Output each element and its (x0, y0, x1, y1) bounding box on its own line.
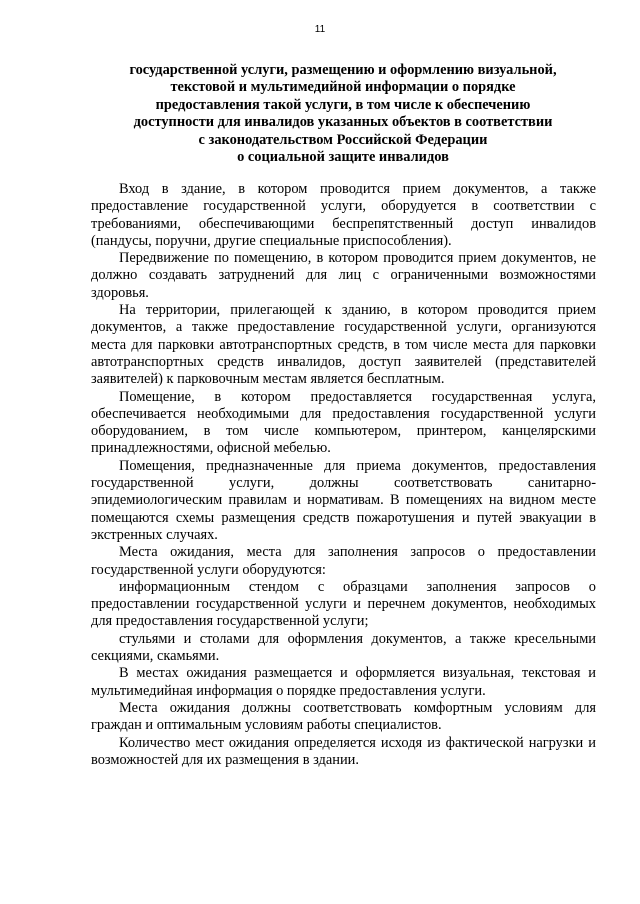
paragraph-visual-info: В местах ожидания размещается и оформляется визуальная, текстовая и мультимедийная информация о порядке предоставления услуги. (91, 665, 596, 699)
paragraph-parking: На территории, прилегающей к зданию, в котором проводится прием документов, а также предоставление государственной услуги, организуются места для парковки автотранспортных средств, в том числе места для парковки автотранспортных средств инвалидов, доступ заявителей (представителей заявителей) к парковочным местам является бесплатным. (91, 302, 596, 388)
paragraph-comfort: Места ожидания должны соответствовать комфортным условиям для граждан и оптимальным условиям работы специалистов. (91, 699, 596, 734)
paragraph-chairs-tables: стульями и столами для оформления документов, а также кресельными секциями, скамьями. (91, 630, 596, 665)
paragraph-building-entrance: Вход в здание, в котором проводится прием документов, а также предоставление государственной услуги, оборудуется в соответствии с требованиями, обеспечивающими беспрепятственный доступ инвалидов (пандусы, поручни, другие специальные приспособления). (91, 181, 596, 249)
page-number: 11 (314, 24, 326, 35)
paragraph-waiting-areas: Места ожидания, места для заполнения запросов о предоставлении государственной услуги оборудуются: (91, 544, 596, 578)
heading-line: с законодательством Российской Федерации (198, 131, 488, 148)
heading-line: государственной услуги, размещению и оформлению визуальной, (129, 62, 557, 78)
paragraph-sanitary: Помещения, предназначенные для приема документов, предоставления государственной услуги, должны соответствовать санитарно-эпидемиологическим правилам и нормативам. В помещениях на видном месте помещаются схемы размещения средств пожаротушения и путей эвакуации в экстренных случаях. (91, 457, 596, 543)
paragraph-equipment: Помещение, в котором предоставляется государственная услуга, обеспечивается необходимыми для предоставления государственной услуги оборудованием, в том числе компьютером, принтером, канцелярскими принадлежностями, офисной мебелью. (91, 388, 596, 457)
heading-line: предоставления такой услуги, в том числе к обеспечению (155, 96, 531, 113)
heading-line: о социальной защите инвалидов (237, 149, 449, 166)
paragraph-info-stand: информационным стендом с образцами заполнения запросов о предоставлении государственной услуги и перечнем документов, необходимых для предоставления государственной услуги; (91, 578, 596, 630)
heading-line: доступности для инвалидов указанных объектов в соответствии (133, 114, 553, 131)
paragraph-movement: Передвижение по помещению, в котором проводится прием документов, не должно создавать затруднений для лиц с ограниченными возможностями здоровья. (91, 250, 596, 301)
body-text (91, 181, 596, 769)
heading-line: текстовой и мультимедийной информации о порядке (170, 79, 516, 96)
section-heading (88, 62, 598, 166)
paragraph-seat-count: Количество мест ожидания определяется исходя из фактической нагрузки и возможностей для их размещения в здании. (91, 734, 596, 768)
